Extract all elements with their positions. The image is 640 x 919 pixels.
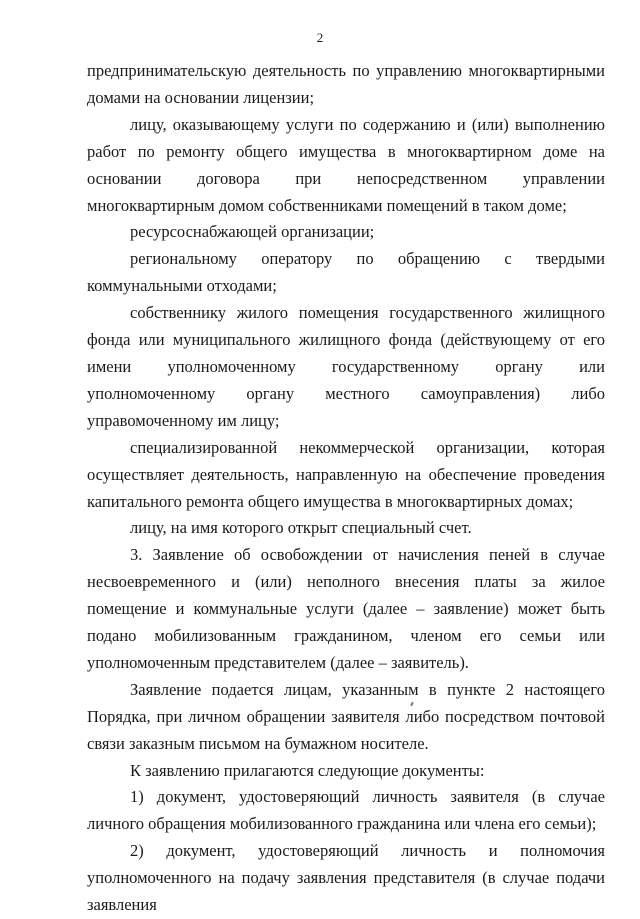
paragraph-continuation: предпринимательскую деятельность по управлению многоквартирными домами на основании лицензии; — [87, 61, 605, 107]
paragraph-item-service-provider: лицу, оказывающему услуги по содержанию и (или) выполнению работ по ремонту общего имущества в многоквартирном доме на основании договора при непосредственном управлении многоквартирным домом собственниками помещений в таком доме; — [87, 114, 605, 215]
paragraph-document-2: 2) документ, удостоверяющий личность и полномочия уполномоченного на подачу заявления представителя (в случае подачи заявления — [87, 841, 605, 915]
paragraph-submission: Заявление подается лицам, указанным в пункте 2 настоящего Порядка, при личном обращении заявителя либо посредством почтовой связи заказным письмом на бумажном носителе. — [87, 679, 605, 753]
paragraph-item-special-account: лицу, на имя которого открыт специальный счет. — [130, 518, 472, 538]
paragraph-item-regional-operator: региональному оператору по обращению с твердыми коммунальными отходами; — [87, 249, 605, 296]
page-number: 2 — [316, 30, 324, 45]
paragraph-documents-intro: К заявлению прилагаются следующие документы: — [130, 760, 485, 780]
paragraph-section-3: 3. Заявление об освобождении от начисления пеней в случае несвоевременного и (или) неполного внесения платы за жилое помещение и коммунальные услуги (далее – заявление) может быть подано мобилизованным гражданином, членом его семьи или уполномоченным представителем (далее – заявитель). — [87, 545, 605, 672]
paragraph-document-1: 1) документ, удостоверяющий личность заявителя (в случае личного обращения мобилизованного гражданина или члена его семьи); — [87, 787, 605, 834]
document-body — [87, 58, 605, 919]
paragraph-item-resource-supplier: ресурсоснабжающей организации; — [130, 222, 375, 242]
paragraph-item-specialized-org: специализированной некоммерческой организации, которая осуществляет деятельность, направленную на обеспечение проведения капитального ремонта общего имущества в многоквартирных домах; — [87, 437, 605, 511]
paragraph-item-owner: собственнику жилого помещения государственного жилищного фонда или муниципального жилищного фонда (действующему от его имени уполномоченному государственному органу или уполномоченному органу местного самоуправления) либо управомоченному им лицу; — [87, 303, 605, 430]
